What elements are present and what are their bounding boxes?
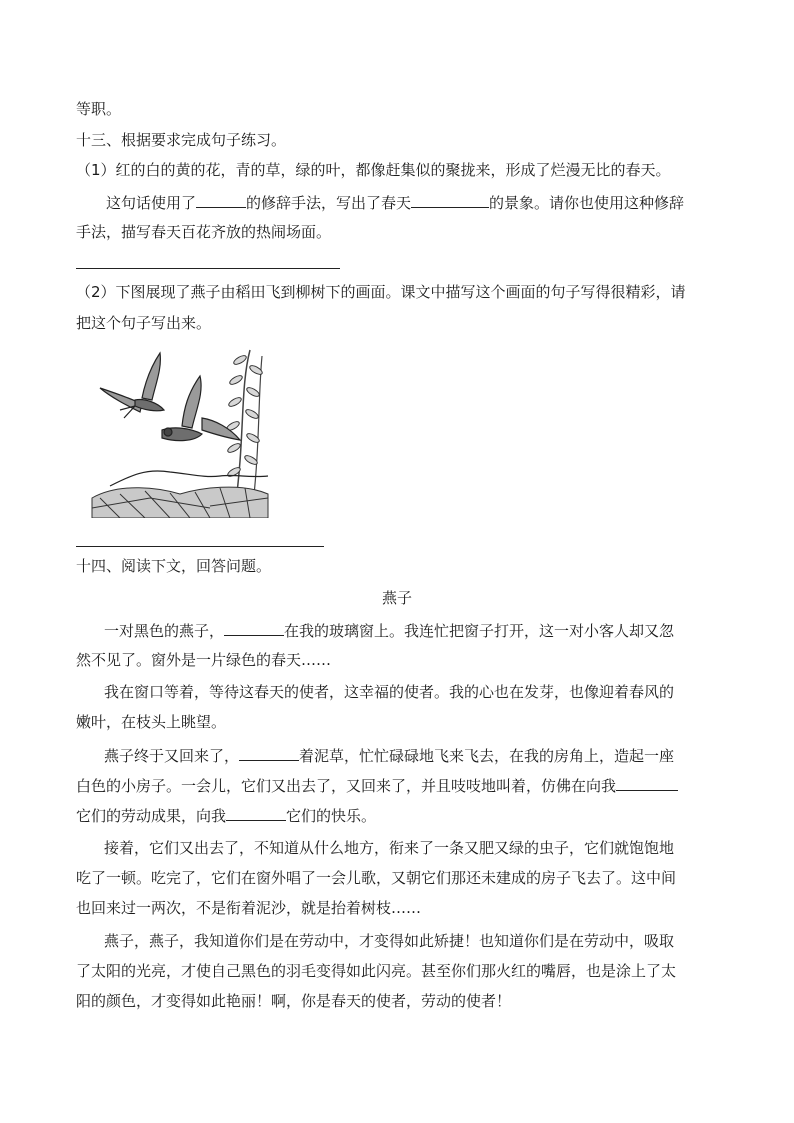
prompt-text: 的景象。请你也使用这种修辞 (489, 194, 685, 212)
passage-text: 它们的快乐。 (286, 807, 377, 825)
passage-text: 一对黑色的燕子， (104, 622, 225, 640)
prompt-text: 这句话使用了 (106, 194, 197, 212)
prompt-text: 的修辞手法，写出了春天 (246, 194, 412, 212)
section-13-title: 十三、根据要求完成句子练习。 (76, 131, 287, 149)
answer-blank[interactable] (226, 805, 286, 821)
passage-line (104, 745, 674, 766)
passage-line: 嫩叶，在枝头上眺望。 (76, 713, 227, 731)
question-1-sentence: （1）红的白的黄的花，青的草，绿的叶，都像赶集似的聚拢来，形成了烂漫无比的春天。 (76, 161, 671, 179)
section-14-title: 十四、阅读下文，回答问题。 (76, 557, 272, 575)
question-1-prompt (106, 192, 684, 213)
passage-line: 吃了一顿。吃完了，它们在窗外唱了一会儿歌，又朝它们那还未建成的房子飞去了。这中间 (76, 869, 677, 887)
question-2-line: 把这个句子写出来。 (76, 314, 212, 332)
passage-text: 在我的玻璃窗上。我连忙把窗子打开，这一对小客人却又忽 (284, 622, 675, 640)
passage-line (104, 620, 674, 641)
answer-blank[interactable] (616, 775, 678, 791)
answer-line-q2[interactable] (76, 546, 324, 547)
rice-field-icon (92, 487, 268, 518)
passage-text: 白色的小房子。一会儿，它们又出去了，又回来了，并且吱吱地叫着，仿佛在向我 (76, 777, 617, 795)
answer-blank-rhetoric[interactable] (196, 192, 246, 208)
passage-text: 着泥草，忙忙碌碌地飞来飞去，在我的房角上，造起一座 (299, 747, 675, 765)
passage-line: 我在窗口等着，等待这春天的使者，这幸福的使者。我的心也在发芽，也像迎着春风的 (104, 683, 675, 701)
passage-line (76, 775, 678, 796)
question-2-line: （2）下图展现了燕子由稻田飞到柳树下的画面。课文中描写这个画面的句子写得很精彩，请 (76, 283, 686, 301)
swallows-illustration (90, 348, 270, 518)
question-1-prompt-cont: 手法，描写春天百花齐放的热闹场面。 (76, 223, 332, 241)
passage-line: 也回来过一两次，不是衔着泥沙，就是抬着树枝…… (76, 899, 422, 917)
swallow-icon (162, 376, 240, 441)
answer-line-q1[interactable] (76, 268, 340, 269)
passage-line (76, 805, 376, 826)
passage-title: 燕子 (381, 589, 412, 607)
text-line: 等职。 (76, 100, 122, 118)
answer-blank[interactable] (224, 620, 284, 636)
passage-line: 燕子，燕子，我知道你们是在劳动中，才变得如此矫捷！也知道你们是在劳动中，吸取 (104, 932, 675, 950)
passage-text: 它们的劳动成果，向我 (76, 807, 227, 825)
answer-blank-scene[interactable] (411, 192, 489, 208)
passage-text: 燕子终于又回来了， (104, 747, 240, 765)
answer-blank[interactable] (239, 745, 299, 761)
passage-line: 接着，它们又出去了，不知道从什么地方，衔来了一条又肥又绿的虫子，它们就饱饱地 (104, 839, 675, 857)
swallow-icon (100, 353, 164, 418)
passage-line: 了太阳的光亮，才使自己黑色的羽毛变得如此闪亮。甚至你们那火红的嘴唇，也是涂上了太 (76, 962, 677, 980)
passage-line: 然不见了。窗外是一片绿色的春天…… (76, 651, 332, 669)
hill-line (110, 471, 268, 486)
passage-line: 阳的颜色，才变得如此艳丽！啊，你是春天的使者，劳动的使者！ (76, 992, 512, 1010)
